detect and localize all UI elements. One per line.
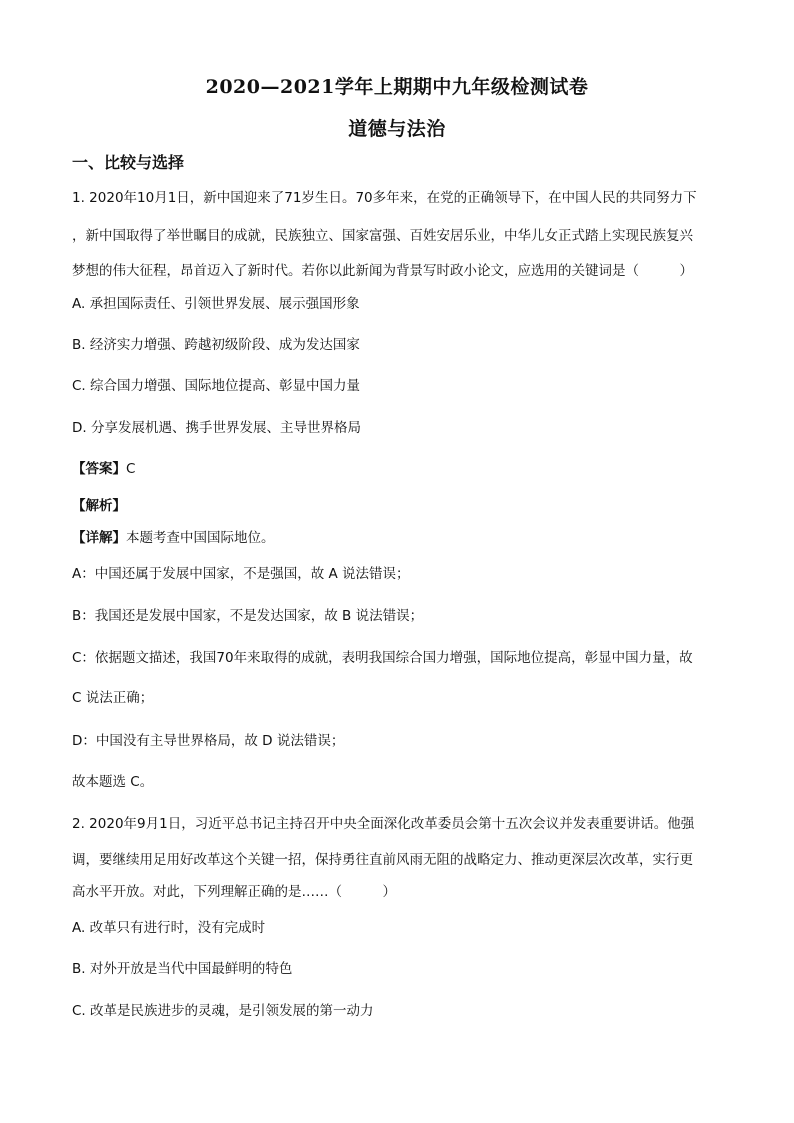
q2-stem-line: 高水平开放。对此，下列理解正确的是……（ ） [72, 884, 396, 900]
q1-answer [72, 457, 135, 477]
detail-tag: 【详解】 [72, 530, 126, 546]
section-heading: 一、比较与选择 [72, 153, 185, 172]
q2-stem-line: 调，要继续用足用好改革这个关键一招，保持勇往直前风雨无阻的战略定力、推动更深层次改革，实行更 [72, 852, 693, 868]
exam-title: 2020—2021学年上期期中九年级检测试卷 [205, 76, 589, 98]
q2-option-c: C. 改革是民族进步的灵魂，是引领发展的第一动力 [72, 1003, 374, 1019]
analysis-tag: 【解析】 [72, 498, 126, 514]
q2-option-b: B. 对外开放是当代中国最鲜明的特色 [72, 961, 293, 977]
q1-stem-line: 梦想的伟大征程，昂首迈入了新时代。若你以此新闻为背景写时政小论文，应选用的关键词是（ ） [72, 263, 693, 279]
q1-explanation-line: B：我国还是发展中国家，不是发达国家，故 B 说法错误； [72, 608, 424, 624]
q1-explanation-line: 故本题选 C。 [72, 774, 154, 790]
q1-analysis-tag [72, 494, 126, 514]
q1-explanation-line: D：中国没有主导世界格局，故 D 说法错误； [72, 733, 345, 749]
answer-tag: 【答案】 [72, 461, 126, 477]
q1-option-a: A. 承担国际责任、引领世界发展、展示强国形象 [72, 296, 360, 312]
q1-stem-line: 1. 2020年10月1日，新中国迎来了71岁生日。70多年来，在党的正确领导下，在中国人民的共同努力下 [72, 190, 697, 206]
q1-stem-line: ，新中国取得了举世瞩目的成就，民族独立、国家富强、百姓安居乐业，中华儿女正式踏上实现民族复兴 [72, 228, 693, 244]
q1-explanation-line: A：中国还属于发展中国家，不是强国，故 A 说法错误； [72, 566, 410, 582]
detail-text: 本题考查中国国际地位。 [126, 530, 275, 546]
q2-option-a: A. 改革只有进行时，没有完成时 [72, 920, 266, 936]
q1-explanation-line: C 说法正确； [72, 690, 154, 706]
answer-value: C [126, 461, 136, 477]
exam-subject: 道德与法治 [348, 118, 446, 140]
q2-stem-line: 2. 2020年9月1日，习近平总书记主持召开中央全面深化改革委员会第十五次会议并发表重要讲话。他强 [72, 816, 695, 832]
q1-option-b: B. 经济实力增强、跨越初级阶段、成为发达国家 [72, 337, 360, 353]
q1-option-c: C. 综合国力增强、国际地位提高、彰显中国力量 [72, 378, 361, 394]
q1-detail [72, 526, 275, 546]
q1-explanation-line: C：依据题文描述，我国70年来取得的成就，表明我国综合国力增强，国际地位提高，彰显中国力量，故 [72, 650, 693, 666]
q1-option-d: D. 分享发展机遇、携手世界发展、主导世界格局 [72, 420, 361, 436]
